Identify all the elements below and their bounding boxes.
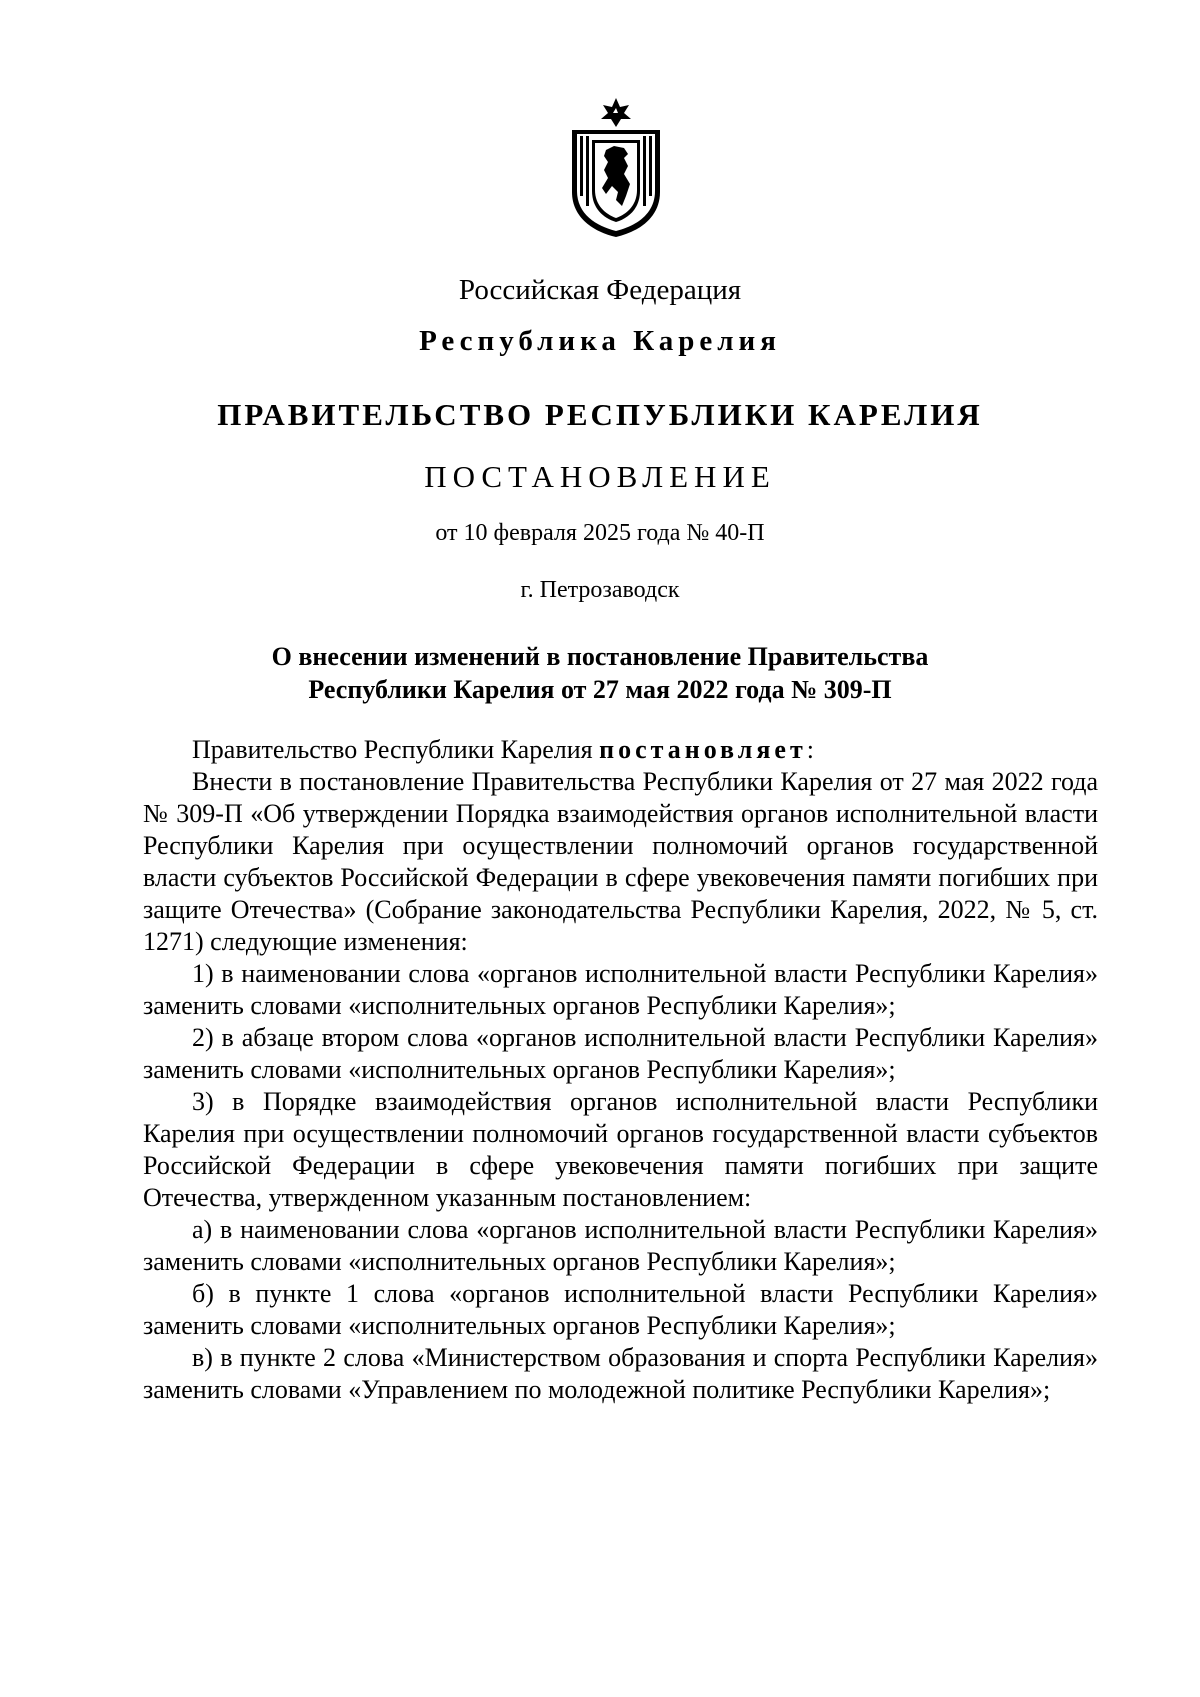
body-paragraph-item-3: 3) в Порядке взаимодействия органов исполнительной власти Республики Карелия при осуществлении полномочий органов государственной власти субъектов Российской Федерации в сфере увековечения памяти погибших при защите Отечества, утвержденном указанным постановлением: [143, 1087, 1098, 1212]
document-city: г. Петрозаводск [520, 577, 680, 603]
body-paragraph-item-1: 1) в наименовании слова «органов исполнительной власти Республики Карелия» заменить словами «исполнительных органов Республики Карелия»; [143, 959, 1098, 1020]
body-paragraph-item-2: 2) в абзаце втором слова «органов исполнительной власти Республики Карелия» заменить словами «исполнительных органов Республики Карелия»; [143, 1023, 1098, 1084]
body-paragraph-main: Внести в постановление Правительства Республики Карелия от 27 мая 2022 года № 309-П «Об утверждении Порядка взаимодействия органов исполнительной власти Республики Карелия при осуществлении полномочий органов государственной власти субъектов Российской Федерации в сфере увековечения памяти погибших при защите Отечества» (Собрание законодательства Республики Карелия, 2022, № 5, ст. 1271) следующие изменения: [143, 767, 1098, 956]
karelia-coat-of-arms-icon [566, 96, 666, 238]
intro-paragraph [143, 734, 1098, 766]
body-paragraph-item-b: б) в пункте 1 слова «органов исполнительной власти Республики Карелия» заменить словами «исполнительных органов Республики Карелия»; [143, 1279, 1098, 1340]
document-body [143, 734, 1098, 1406]
country-name: Российская Федерация [458, 274, 742, 306]
intro-decree-word: постановляет [599, 735, 807, 764]
intro-suffix: : [806, 735, 814, 764]
document-title-line1: О внесении изменений в постановление Правительства [271, 642, 929, 671]
intro-prefix: Правительство Республики Карелия [192, 735, 600, 764]
body-paragraph-item-a: а) в наименовании слова «органов исполнительной власти Республики Карелия» заменить словами «исполнительных органов Республики Карелия»; [143, 1215, 1098, 1276]
document-date-number: от 10 февраля 2025 года № 40-П [435, 520, 765, 546]
government-name: ПРАВИТЕЛЬСТВО РЕСПУБЛИКИ КАРЕЛИЯ [217, 397, 983, 432]
document-type: ПОСТАНОВЛЕНИЕ [424, 459, 776, 494]
body-paragraph-item-c: в) в пункте 2 слова «Министерством образования и спорта Республики Карелия» заменить словами «Управлением по молодежной политике Республики Карелия»; [143, 1343, 1098, 1404]
document-title [0, 640, 1200, 706]
republic-name: Республика Карелия [419, 325, 781, 357]
document-title-line2: Республики Карелия от 27 мая 2022 года № 309-П [308, 675, 892, 704]
